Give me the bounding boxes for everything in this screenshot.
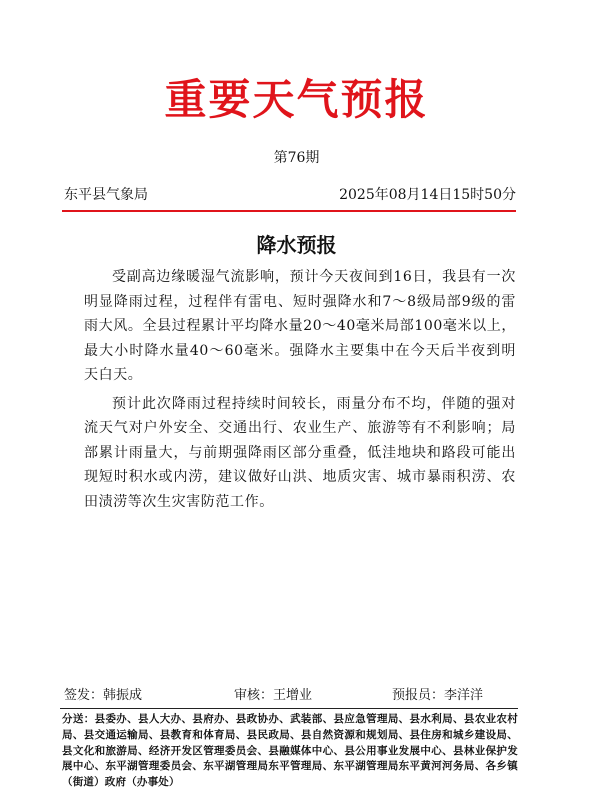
document-body	[84, 265, 516, 518]
body-paragraph: 受副高边缘暖湿气流影响，预计今天夜间到16日，我县有一次明显降雨过程，过程伴有雷电、短时强降水和7～8级局部9级的雷雨大风。全县过程累计平均降水量20～40毫米局部100毫米以上，最大小时降水量40～60毫米。强降水主要集中在今天后半夜到明天白天。	[84, 269, 516, 383]
issue-number: 第76期	[273, 150, 320, 166]
issue-datetime: 2025年08月14日15时50分	[339, 187, 516, 203]
signature-row	[64, 686, 524, 706]
issued-by: 签发：韩振成	[64, 688, 143, 703]
masthead-title: 重要天气预报	[164, 75, 429, 124]
issuer-name: 东平县气象局	[64, 187, 148, 203]
signature-divider	[60, 708, 518, 709]
reviewed-by: 审核：王增业	[234, 688, 313, 703]
document-title: 降水预报	[256, 233, 337, 257]
red-divider	[62, 210, 516, 212]
body-paragraph: 预计此次降雨过程持续时间较长，雨量分布不均，伴随的强对流天气对户外安全、交通出行、农业生产、旅游等有不利影响；局部累计雨量大，与前期强降雨区部分重叠，低洼地块和路段可能出现短时积水或内涝，建议做好山洪、地质灾害、城市暴雨积涝、农田渍涝等次生灾害防范工作。	[84, 395, 516, 510]
forecaster: 预报员：李洋洋	[392, 688, 484, 703]
issuer-row	[64, 185, 516, 205]
distribution-list: 分送：县委办、县人大办、县府办、县政协办、武装部、县应急管理局、县水利局、县农业农村局、县交通运输局、县教育和体育局、县民政局、县自然资源和规划局、县住房和城乡建设局、县文化和旅游局、经济开发区管理委员会、县融媒体中心、县公用事业发展中心、县林业保护发展中心、东平湖管理委员会、东平湖管理局东平管理局、东平湖管理局东平黄河河务局、各乡镇（街道）政府（办事处）	[62, 713, 518, 789]
